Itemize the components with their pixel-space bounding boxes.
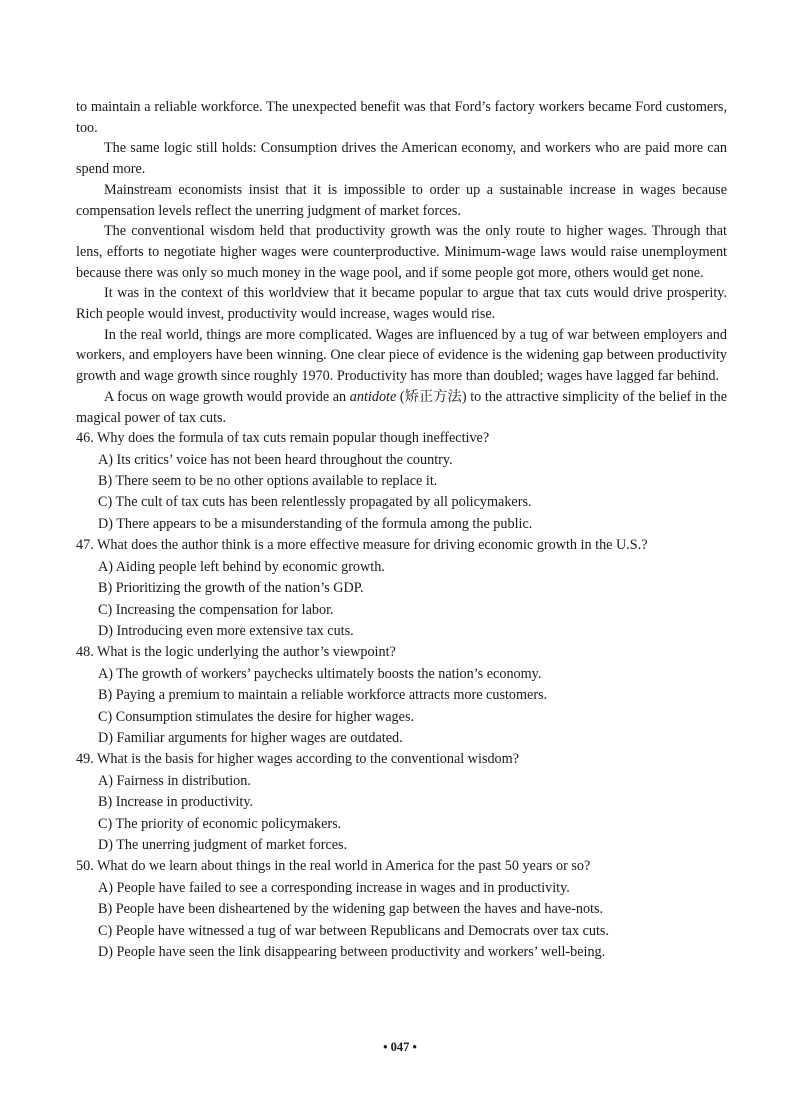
option-c: C) Consumption stimulates the desire for higher wages. xyxy=(98,708,415,725)
question-stem: 50. What do we learn about things in the real world in America for the past 50 years or so? xyxy=(76,858,591,875)
question-stem: 47. What does the author think is a more effective measure for driving economic growth in the U.S.? xyxy=(76,537,648,554)
option-d: D) Familiar arguments for higher wages are outdated. xyxy=(98,729,403,746)
question-49 xyxy=(76,749,727,856)
option-a: A) Fairness in distribution. xyxy=(98,772,251,789)
option-b: B) Increase in productivity. xyxy=(98,794,254,811)
option-a: A) Aiding people left behind by economic growth. xyxy=(98,558,385,575)
passage-paragraph-6: In the real world, things are more complicated. Wages are influenced by a tug of war between employers and workers, and employers have been winning. One clear piece of evidence is the widening gap between productivity growth and wage growth since roughly 1970. Productivity has more than doubled; wages have lagged far behind. xyxy=(76,326,727,385)
option-c: C) The cult of tax cuts has been relentlessly propagated by all policymakers. xyxy=(98,494,532,511)
option-d: D) People have seen the link disappearing between productivity and workers’ well-being. xyxy=(98,944,606,960)
italic-term: antidote xyxy=(349,388,397,405)
question-46 xyxy=(76,428,727,535)
option-c: C) The priority of economic policymakers. xyxy=(98,815,342,832)
question-stem: 49. What is the basis for higher wages according to the conventional wisdom? xyxy=(76,751,519,768)
option-c: C) People have witnessed a tug of war between Republicans and Democrats over tax cuts. xyxy=(98,922,609,939)
option-b: B) Prioritizing the growth of the nation’s GDP. xyxy=(98,580,364,597)
passage-paragraph-5: It was in the context of this worldview that it became popular to argue that tax cuts would drive prosperity. Rich people would invest, productivity would increase, wages would rise. xyxy=(76,285,727,323)
page-number: • 047 • xyxy=(383,1040,417,1054)
passage-paragraph-7 xyxy=(76,387,727,428)
option-d: D) Introducing even more extensive tax cuts. xyxy=(98,622,354,639)
question-stem: 48. What is the logic underlying the author’s viewpoint? xyxy=(76,644,396,661)
text-before-term: A focus on wage growth would provide an xyxy=(104,388,350,405)
passage-paragraph-4: The conventional wisdom held that productivity growth was the only route to higher wages. Through that lens, efforts to negotiate higher wages were counterproductive. Minimum-wage laws would raise unemployment because there was only so much money in the wage pool, and if some people got more, others would get none. xyxy=(76,223,727,281)
option-d: D) There appears to be a misunderstanding of the formula among the public. xyxy=(98,515,533,532)
option-a: A) The growth of workers’ paychecks ultimately boosts the nation’s economy. xyxy=(98,665,542,682)
option-a: A) People have failed to see a corresponding increase in wages and in productivity. xyxy=(98,879,570,896)
question-47 xyxy=(76,535,727,642)
option-a: A) Its critics’ voice has not been heard throughout the country. xyxy=(98,451,453,468)
passage-paragraph-2: The same logic still holds: Consumption drives the American economy, and workers who are paid more can spend more. xyxy=(76,140,727,178)
question-stem: 46. Why does the formula of tax cuts remain popular though ineffective? xyxy=(76,430,490,447)
option-d: D) The unerring judgment of market forces. xyxy=(98,836,348,853)
passage-paragraph-3: Mainstream economists insist that it is impossible to order up a sustainable increase in wages because compensation levels reflect the unerring judgment of market forces. xyxy=(76,181,727,219)
text-after-term: to the attractive simplicity of the belief in the magical power of tax cuts. xyxy=(76,388,727,426)
question-50 xyxy=(76,856,727,963)
option-b: B) There seem to be no other options available to replace it. xyxy=(98,473,438,490)
reading-passage xyxy=(76,97,727,428)
option-b: B) Paying a premium to maintain a reliable workforce attracts more customers. xyxy=(98,687,548,704)
question-list xyxy=(76,428,727,963)
chinese-gloss: (矫正方法) xyxy=(396,388,471,405)
passage-paragraph-1: to maintain a reliable workforce. The unexpected benefit was that Ford’s factory workers became Ford customers, too. xyxy=(76,99,727,136)
question-48 xyxy=(76,642,727,749)
option-c: C) Increasing the compensation for labor. xyxy=(98,601,334,618)
option-b: B) People have been disheartened by the widening gap between the haves and have-nots. xyxy=(98,901,604,918)
